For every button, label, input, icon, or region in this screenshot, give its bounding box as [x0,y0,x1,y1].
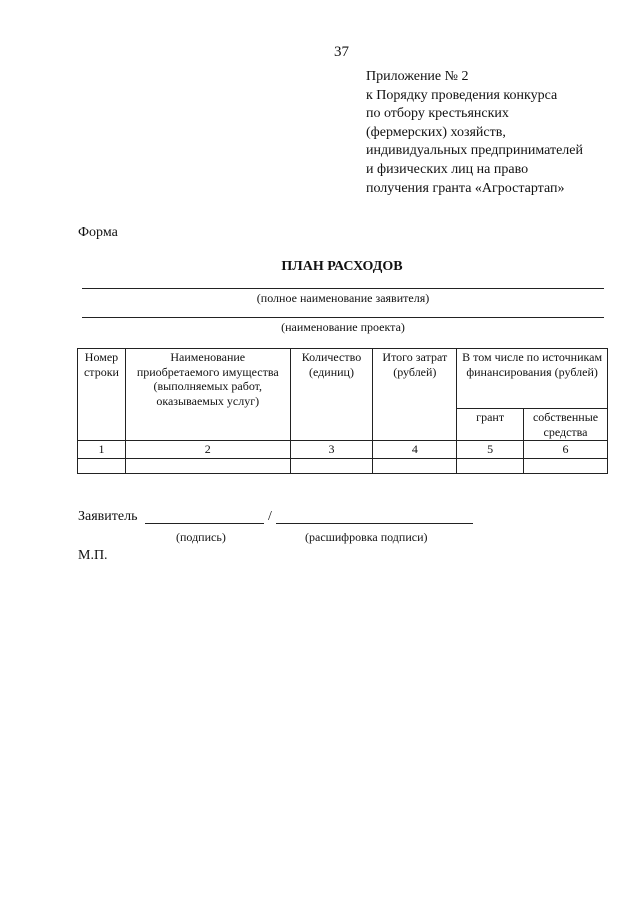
empty-cell [290,458,373,473]
page-number: 37 [334,44,349,60]
signature-separator: / [268,509,272,524]
column-number: 5 [457,441,524,459]
signature-decoding-line [276,523,473,524]
appendix-line: к Порядку проведения конкурса [366,87,558,103]
appendix-line: получения гранта «Агростартап» [366,180,565,196]
signature-line [145,523,264,524]
empty-cell [78,458,126,473]
appendix-block [366,68,583,198]
signature-caption: (подпись) [176,530,226,544]
column-number: 4 [373,441,457,459]
appendix-line: и физических лиц на право [366,161,529,177]
empty-cell [373,458,457,473]
empty-cell [125,458,290,473]
column-number: 1 [78,441,126,459]
empty-cell [524,458,608,473]
empty-cell [457,458,524,473]
appendix-line: (фермерских) хозяйств, [366,124,506,140]
appendix-line: по отбору крестьянских [366,106,509,122]
column-number: 3 [290,441,373,459]
header-item-name: Наименование приобретаемого имущества (выполняемых работ, оказываемых услуг) [125,349,290,441]
applicant-signature-label: Заявитель [78,509,138,524]
header-row-number: Номер строки [78,349,126,441]
header-quantity: Количество (единиц) [290,349,373,441]
header-grant: грант [457,409,524,441]
applicant-name-caption: (полное наименование заявителя) [256,291,430,305]
column-number: 6 [524,441,608,459]
project-name-caption: (наименование проекта) [281,320,405,334]
project-name-line [82,317,604,318]
table-row [78,458,608,473]
header-own-funds: собственные средства [524,409,608,441]
appendix-line: Приложение № 2 [366,69,469,84]
header-funding-sources: В том числе по источникам финансирования (рублей) [457,349,608,409]
expense-plan-table [77,348,608,474]
appendix-line: индивидуальных предпринимателей [366,143,583,159]
page-title: ПЛАН РАСХОДОВ [281,259,403,274]
form-label: Форма [78,225,118,240]
signature-decoding-caption: (расшифровка подписи) [305,530,428,544]
stamp-place: М.П. [78,548,108,563]
column-number: 2 [125,441,290,459]
applicant-name-line [82,288,604,289]
header-total-cost: Итого затрат (рублей) [373,349,457,441]
